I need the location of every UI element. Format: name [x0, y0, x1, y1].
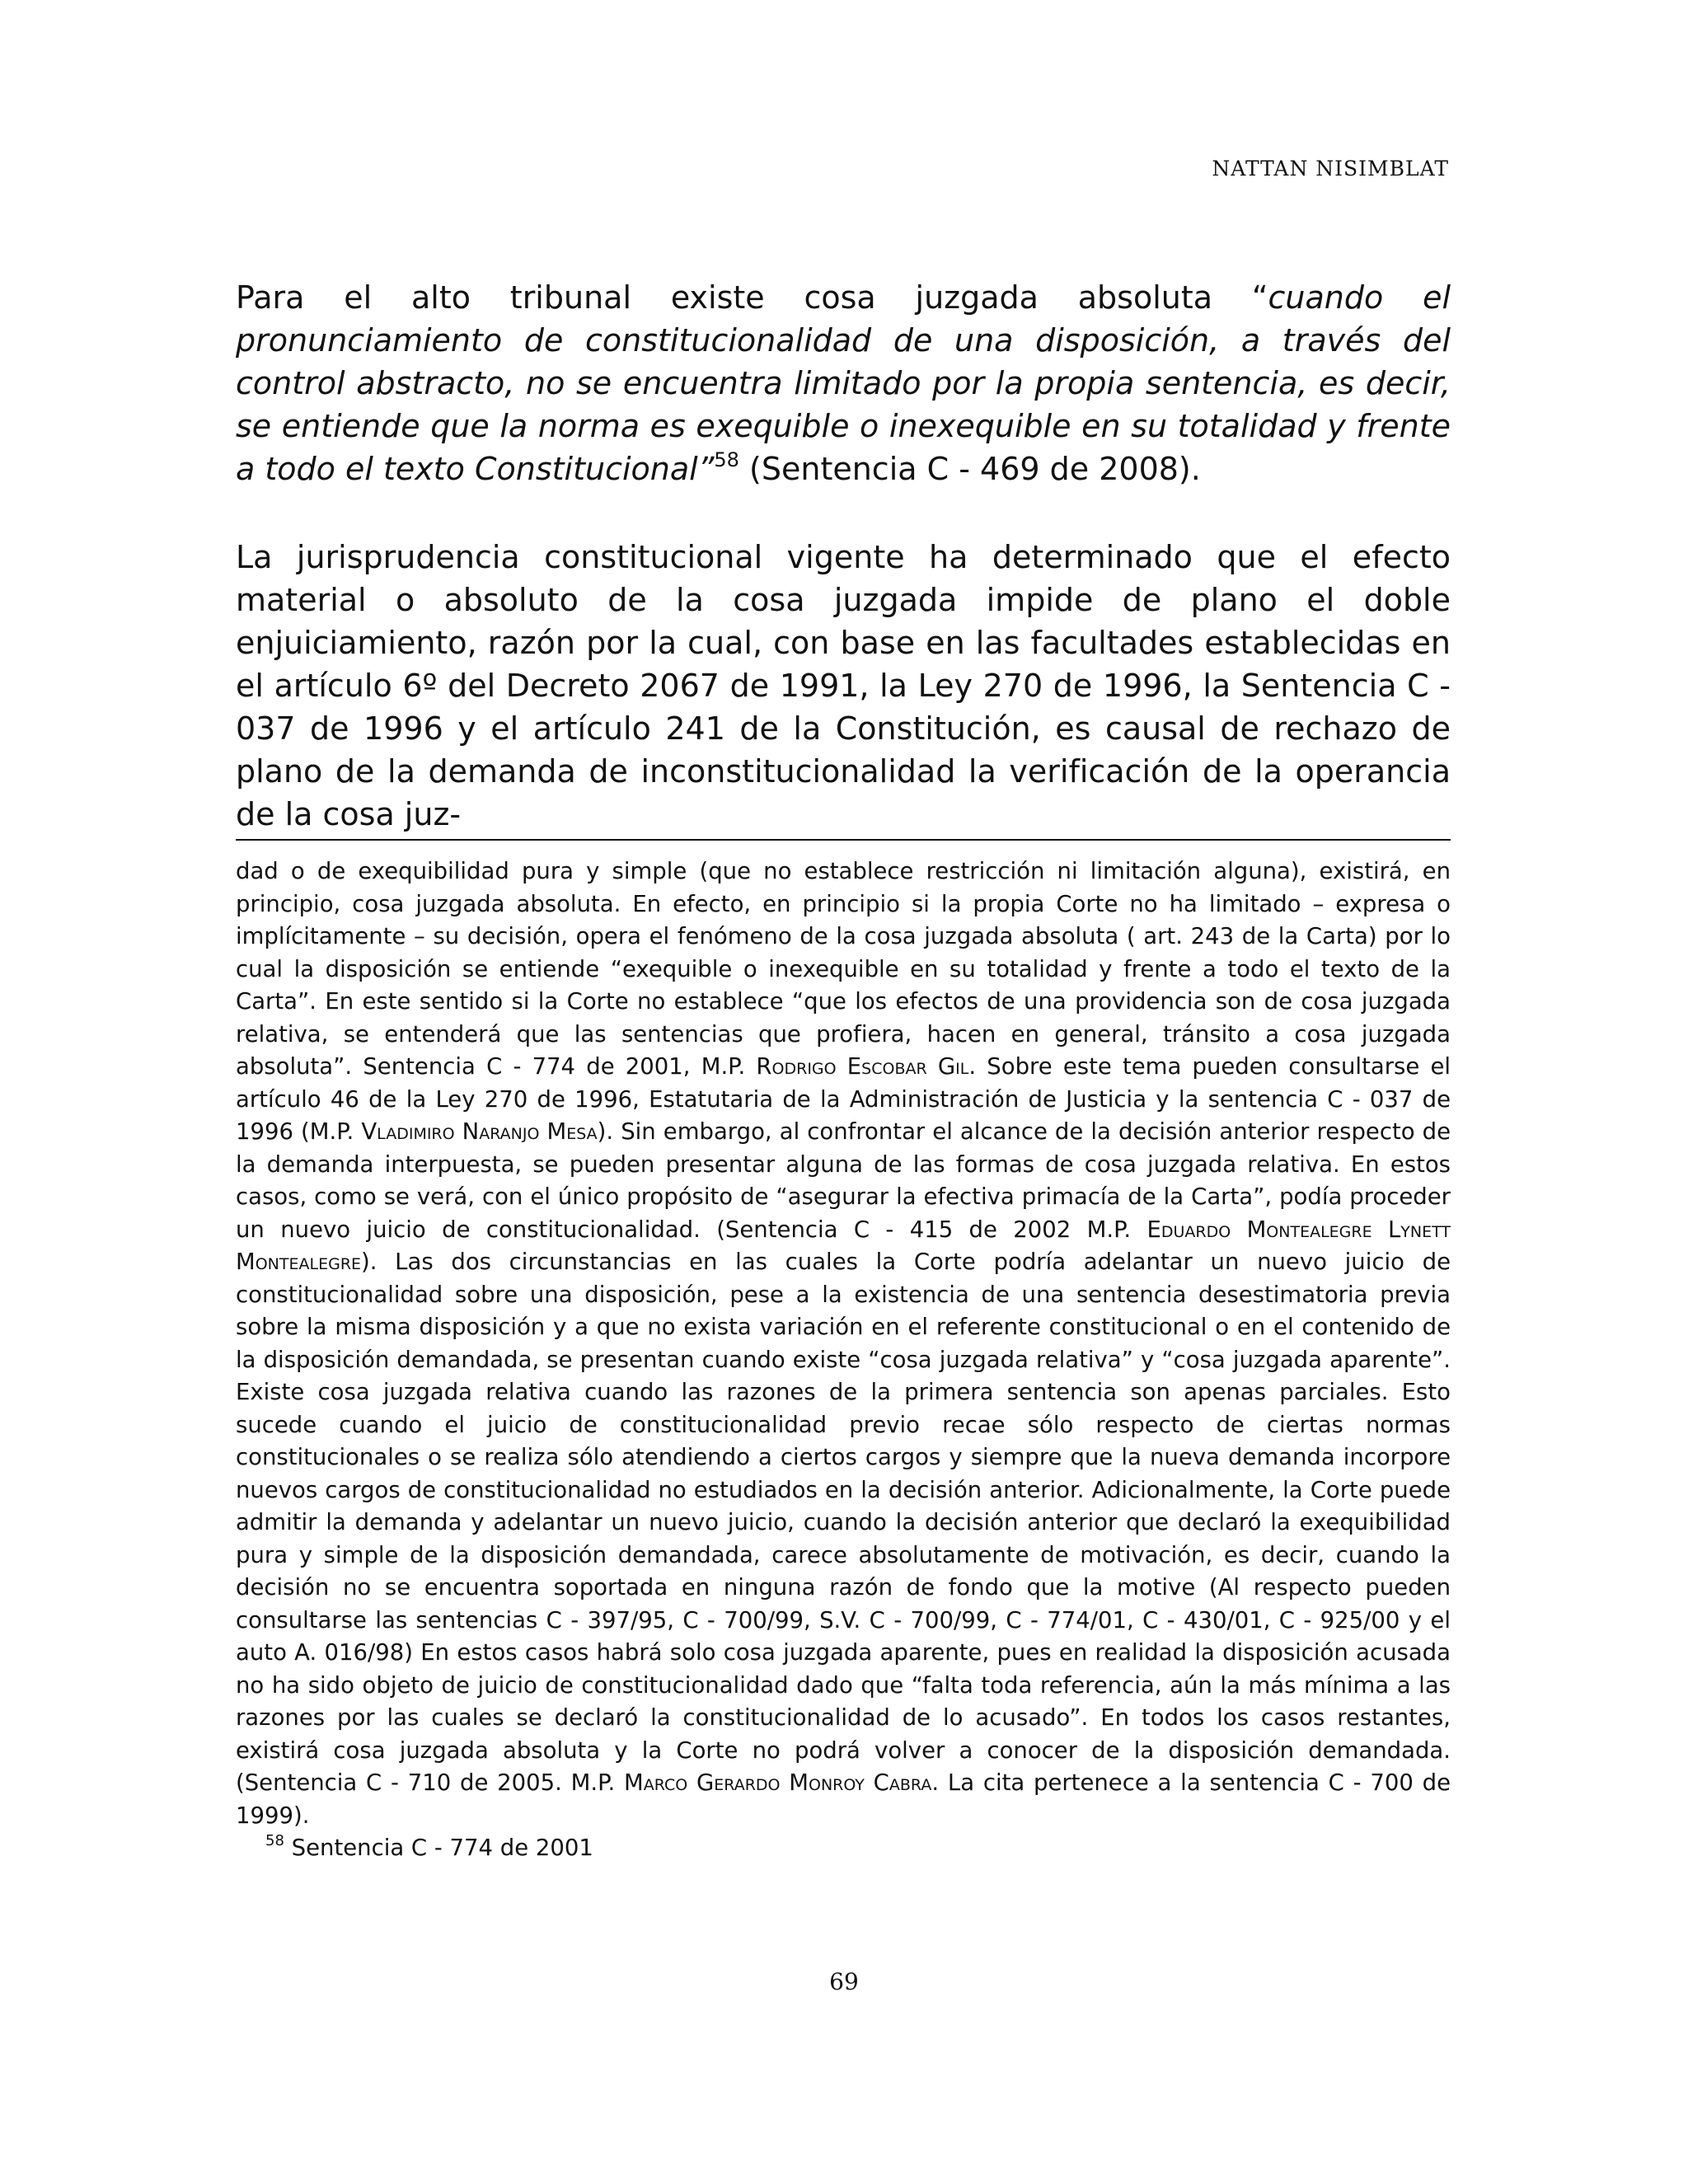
- italic-quote: cuando el pronunciamiento de constitucionalidad de una disposición, a través del control abstracto, no se encuentra limitado por la propia sentencia, es decir, se entiende que la norma es exequible o inexequible en su totalidad y frente a todo el texto Constitucional: [236, 279, 1451, 487]
- page-number: 69: [829, 1968, 859, 1995]
- footnote-reference-58[interactable]: 58: [714, 448, 739, 471]
- paragraph-intro: Para el alto tribunal existe cosa juzgada absoluta “: [236, 279, 1268, 316]
- paragraph-jurisprudencia: [236, 536, 1451, 836]
- footnote-text-segment: . Sobre este tema pueden consultarse el artículo 46 de la Ley 270 de 1996, Estatutaria de la Administración de Justicia y la sentencia C - 037 de 1996 (M.P.: [236, 1053, 1451, 1145]
- footnote-58-text: Sentencia C - 774 de 2001: [284, 1835, 593, 1861]
- magistrate-name: Vladimiro Naranjo Mesa: [361, 1118, 598, 1145]
- paragraph-cosa-juzgada-absoluta: [236, 276, 1451, 490]
- running-head-author: NATTAN NISIMBLAT: [1212, 157, 1449, 180]
- footnote-58-number: 58: [265, 1832, 284, 1849]
- footnotes-area: [236, 855, 1451, 1865]
- footnote-58: [236, 1832, 1451, 1865]
- paragraph-jurisprudencia-text: La jurisprudencia constitucional vigente ha determinado que el efecto material o absoluto de la cosa juzgada impide de plano el doble enjuiciamiento, razón por la cual, con base en las facultades establecidas en el artículo 6º del Decreto 2067 de 1991, la Ley 270 de 1996, la Sentencia C - 037 de 1996 y el artículo 241 de la Constitución, es causal de rechazo de plano de la demanda de inconstitucionalidad la verificación de la operancia de la cosa juz-: [236, 539, 1451, 832]
- footnote-separator-rule: [236, 839, 1451, 841]
- quote-close: ”: [697, 451, 715, 487]
- magistrate-name: Eduardo Montealegre Lynett Montealegre: [236, 1216, 1451, 1275]
- magistrate-name: Rodrigo Escobar Gil: [756, 1053, 969, 1080]
- footnote-text-segment: ). Sin embargo, al confrontar el alcance de la decisión anterior respecto de la demanda interpuesta, se pueden presentar alguna de las formas de cosa juzgada relativa. En estos casos, como se verá, con el único propósito de “asegurar la efectiva primacía de la Carta”, podía proceder un nuevo juicio de constitucionalidad. (Sentencia C - 415 de 2002 M.P.: [236, 1118, 1451, 1243]
- footnote-text-segment: ). Las dos circunstancias en las cuales la Corte podría adelantar un nuevo juicio de constitucionalidad sobre una disposición, pese a la existencia de una sentencia desestimatoria previa sobre la misma disposición y a que no exista variación en el referente constitucional o en el contenido de la disposición demandada, se presentan cuando existe “cosa juzgada relativa” y “cosa juzgada aparente”. Existe cosa juzgada relativa cuando las razones de la primera sentencia son apenas parciales. Esto sucede cuando el juicio de constitucionalidad previo recae sólo respecto de ciertas normas constitucionales o se realiza sólo atendiendo a ciertos cargos y siempre que la nueva demanda incorpore nuevos cargos de constitucionalidad no estudiados en la decisión anterior. Adicionalmente, la Corte puede admitir la demanda y adelantar un nuevo juicio, cuando la decisión anterior que declaró la exequibilidad pura y simple de la disposición demandada, carece absolutamente de motivación, es decir, cuando la decisión no se encuentra soportada en ninguna razón de fondo que la motive (Al respecto pueden consultarse las sentencias C - 397/95, C - 700/99, S.V. C - 700/99, C - 774/01, C - 430/01, C - 925/00 y el auto A. 016/98) En estos casos habrá solo cosa juzgada aparente, pues en realidad la disposición acusada no ha sido objeto de juicio de constitucionalidad dado que “falta toda referencia, aún la más mínima a las razones por las cuales se declaró la constitucionalidad de lo acusado”. En todos los casos restantes, existirá cosa juzgada absoluta y la Corte no podrá volver a conocer de la disposición demandada. (Sentencia C - 710 de 2005. M.P.: [236, 1249, 1451, 1796]
- footnote-text-segment: dad o de exequibilidad pura y simple (que no establece restricción ni limitación alguna), existirá, en principio, cosa juzgada absoluta. En efecto, en principio si la propia Corte no ha limitado – expresa o implícitamente – su decisión, opera el fenómeno de la cosa juzgada absoluta ( art. 243 de la Carta) por lo cual la disposición se entiende “exequible o inexequible en su totalidad y frente a todo el texto de la Carta”. En este sentido si la Corte no establece “que los efectos de una providencia son de cosa juzgada relativa, se entenderá que las sentencias que profiera, hacen en general, tránsito a cosa juzgada absoluta”. Sentencia C - 774 de 2001, M.P.: [236, 858, 1451, 1080]
- magistrate-name: Marco Gerardo Monroy Cabra: [623, 1769, 932, 1796]
- footnote-57-continuation: [236, 855, 1451, 1832]
- paragraph-citation: (Sentencia C - 469 de 2008).: [738, 451, 1201, 487]
- footnote-text-segment: . La cita pertenece a la sentencia C - 700 de 1999).: [236, 1769, 1451, 1829]
